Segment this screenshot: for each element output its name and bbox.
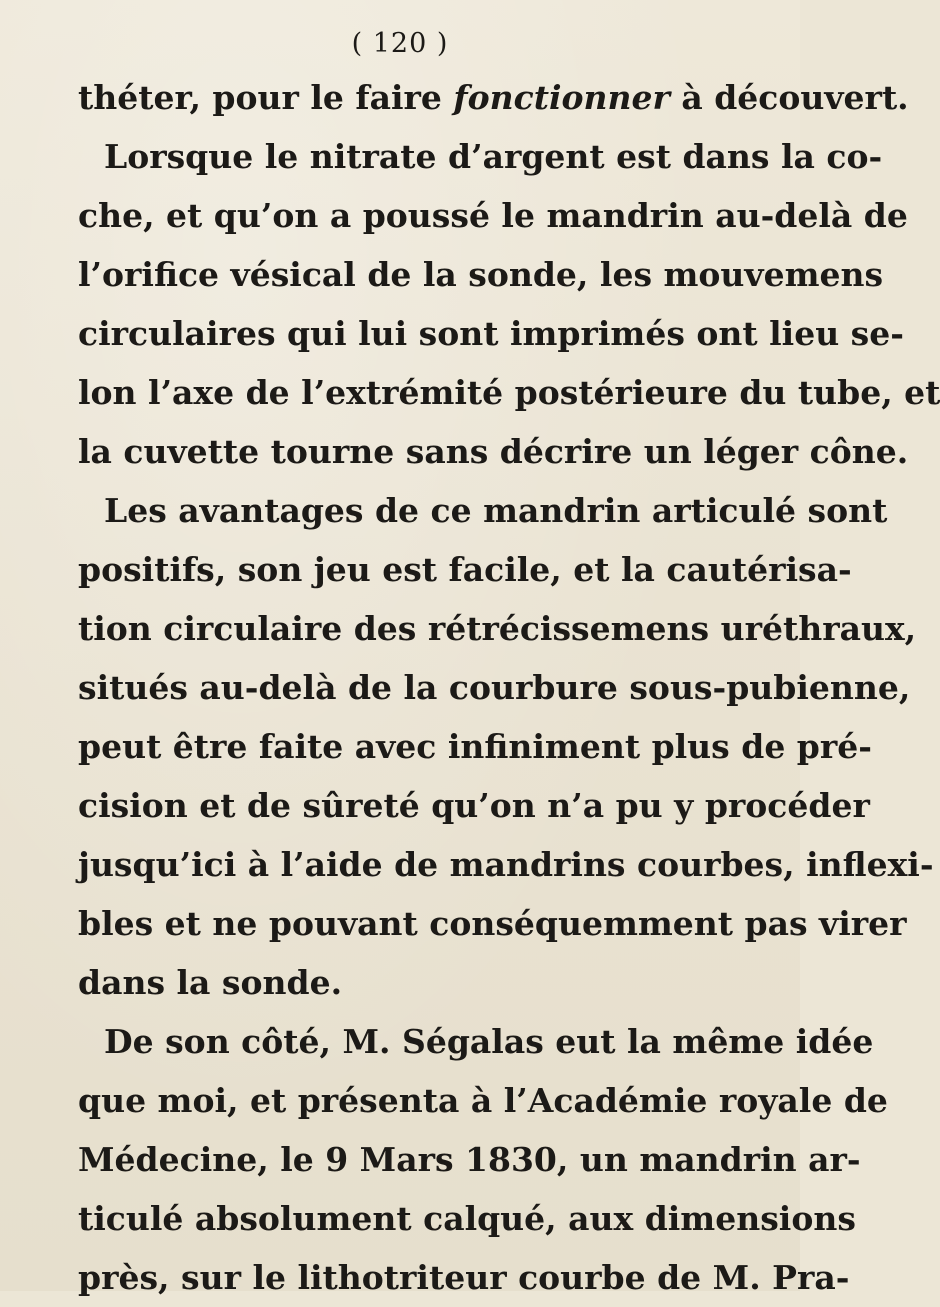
text-line <box>78 68 909 127</box>
text-line: tion circulaire des rétrécissemens uréthraux, <box>78 609 917 648</box>
text-line: l’orifice vésical de la sonde, les mouvemens <box>78 255 884 294</box>
text-line: près, sur le lithotriteur courbe de M. Pra- <box>78 1258 850 1297</box>
text-line: bles et ne pouvant conséquemment pas virer <box>78 904 907 943</box>
text-line: que moi, et présenta à l’Académie royale de <box>78 1081 888 1120</box>
text-line: lon l’axe de l’extrémité postérieure du tube, et <box>78 373 940 412</box>
text-line: ticulé absolument calqué, aux dimensions <box>78 1199 856 1238</box>
text-span: à découvert. <box>669 78 909 117</box>
text-line: De son côté, M. Ségalas eut la même idée <box>104 1022 874 1061</box>
text-line: circulaires qui lui sont imprimés ont lieu se- <box>78 314 904 353</box>
text-line: Les avantages de ce mandrin articulé sont <box>104 491 888 530</box>
text-line: Lorsque le nitrate d’argent est dans la co- <box>104 137 883 176</box>
text-line: positifs, son jeu est facile, et la cautérisa- <box>78 550 852 589</box>
page-number: ( 120 ) <box>351 28 449 59</box>
text-line: cision et de sûreté qu’on n’a pu y procéder <box>78 786 870 825</box>
text-line: jusqu’ici à l’aide de mandrins courbes, inflexi- <box>78 845 934 884</box>
text-line: Médecine, le 9 Mars 1830, un mandrin ar- <box>78 1140 861 1179</box>
text-line: situés au-delà de la courbure sous-pubienne, <box>78 668 911 707</box>
text-line: la cuvette tourne sans décrire un léger cône. <box>78 432 909 471</box>
text-line: peut être faite avec infiniment plus de pré- <box>78 727 872 766</box>
body-text <box>78 68 940 1307</box>
text-span: théter, pour le faire <box>78 78 454 117</box>
italic-word: fonctionner <box>453 78 670 117</box>
text-line: dans la sonde. <box>78 963 343 1002</box>
text-line: che, et qu’on a poussé le mandrin au-delà de <box>78 196 908 235</box>
